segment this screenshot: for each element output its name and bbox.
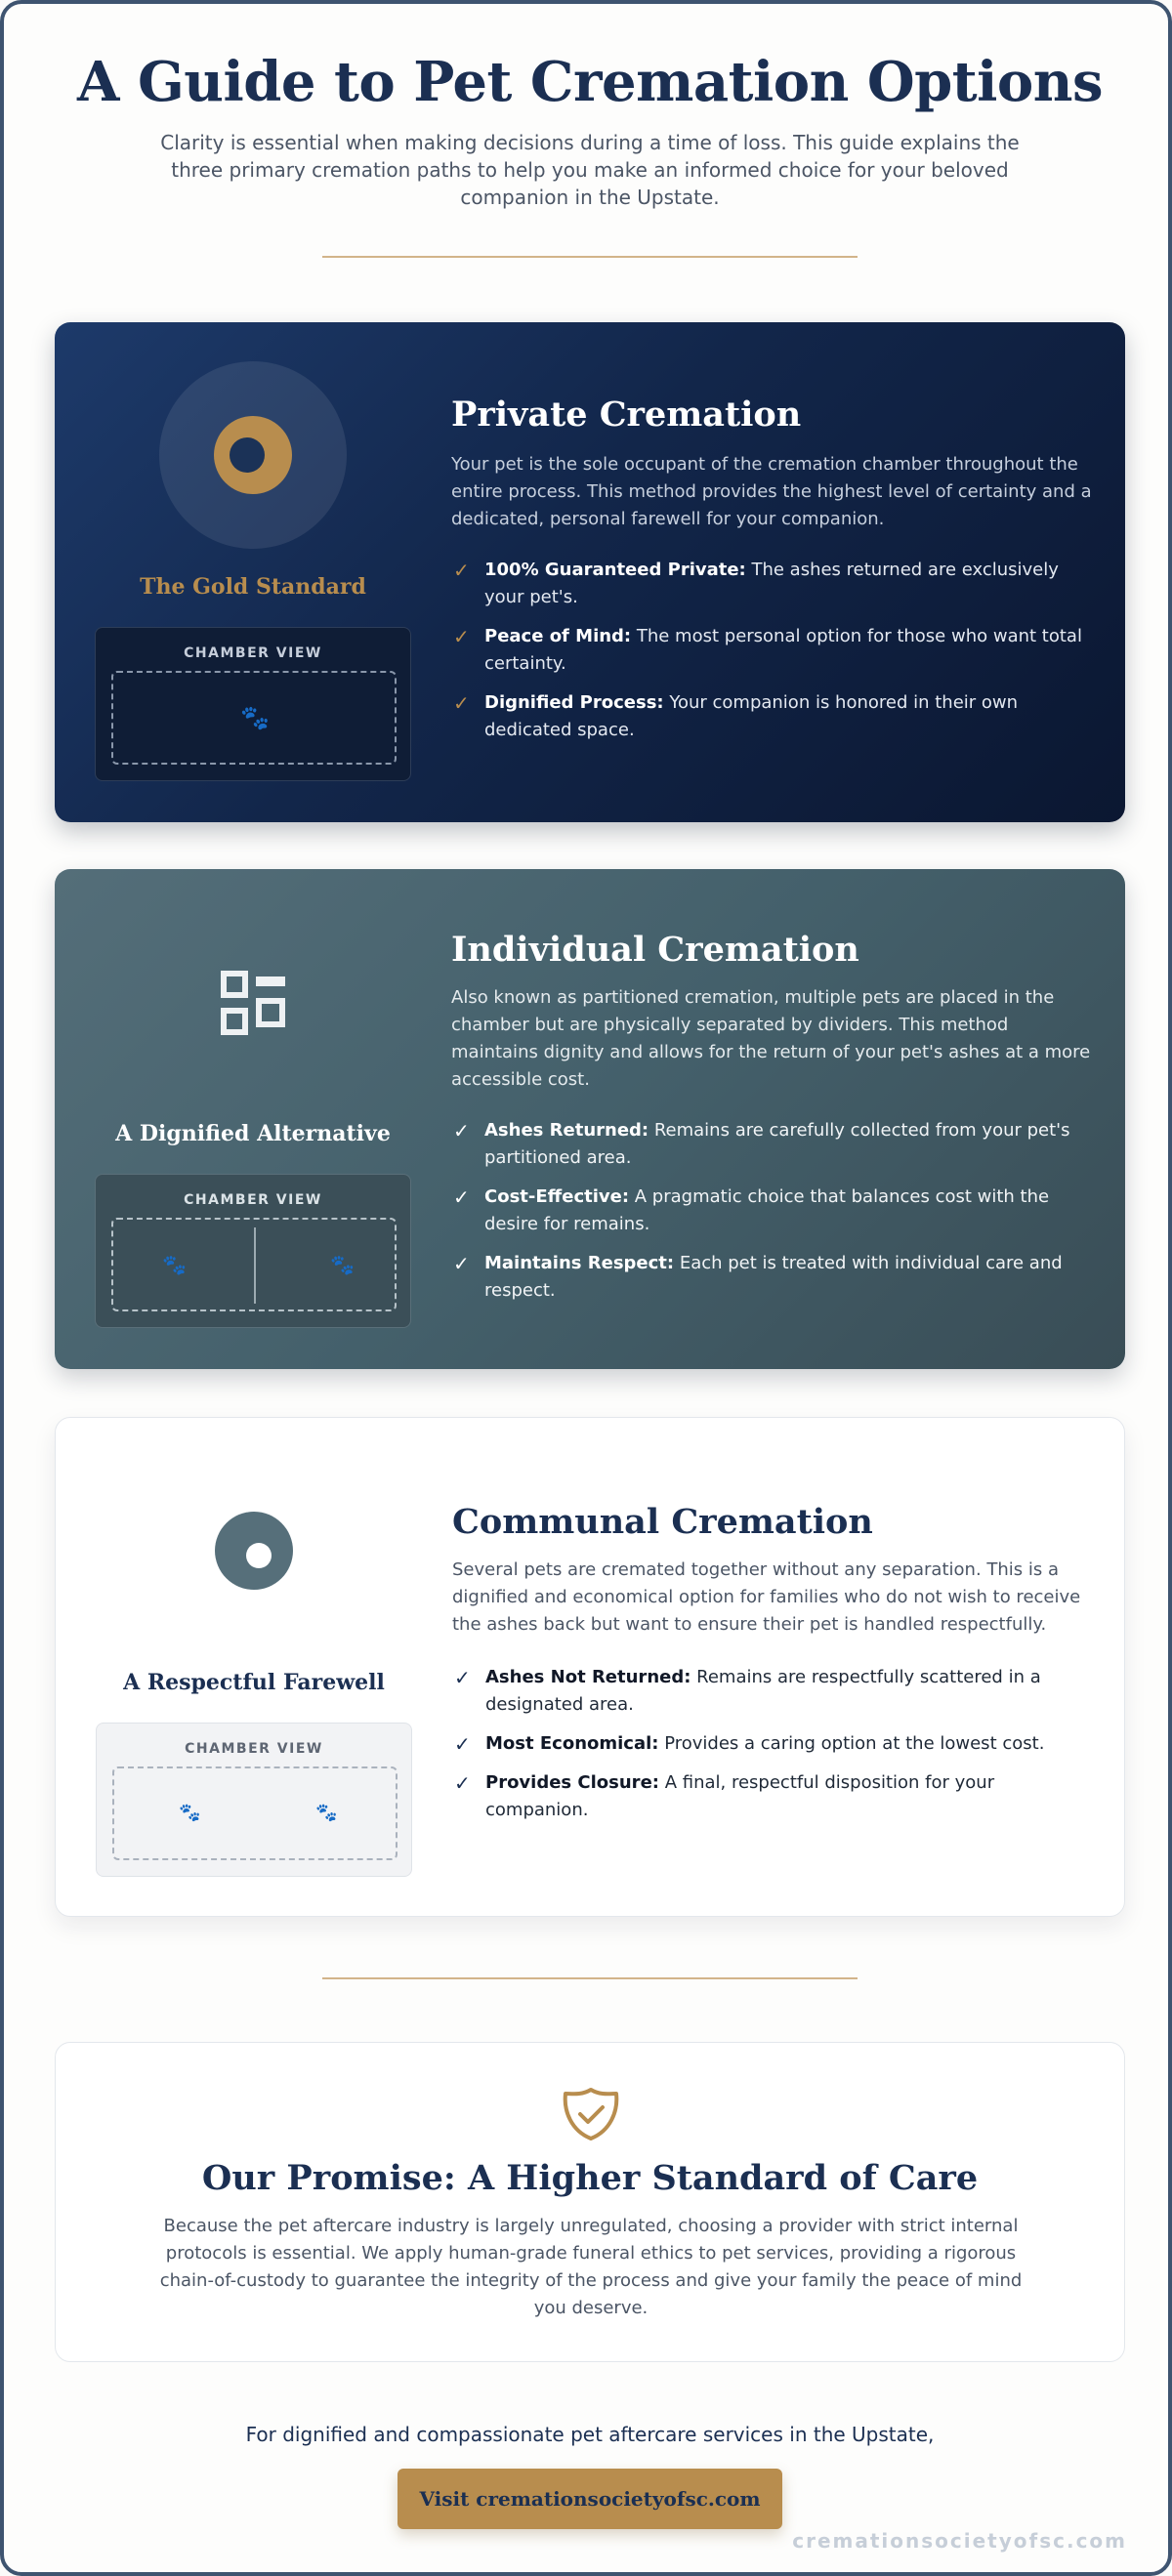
check-icon: ✓ (453, 1119, 470, 1143)
feature-item: ✓ Ashes Returned: Remains are carefully collected from your pet's partitioned area. (453, 1119, 1070, 1168)
chamber-view (95, 627, 411, 781)
check-icon: ✓ (453, 691, 470, 715)
card-visual (56, 1418, 452, 1916)
cta-text: For dignified and compassionate pet aftercare services in the Upstate, (245, 2423, 935, 2446)
check-icon: ✓ (454, 1732, 471, 1756)
promise-title: Our Promise: A Higher Standard of Care (201, 2158, 979, 2198)
partition-grid-icon (221, 971, 285, 1035)
feature-list (451, 1117, 1096, 1316)
feature-list (451, 557, 1096, 756)
section-divider (322, 1977, 858, 1979)
page-header (4, 43, 1172, 211)
section-divider (322, 256, 858, 258)
chamber-label: CHAMBER VIEW (185, 1741, 323, 1757)
card-content (451, 869, 1096, 1369)
card-visual (55, 322, 451, 822)
page-subtitle: Clarity is essential when making decisions during a time of loss. This guide explains the three primary cremation paths to help you make an informed choice for your beloved companion in the Upstate. (160, 131, 1020, 209)
communal-disc-icon (215, 1512, 293, 1590)
card-tagline: The Gold Standard (140, 574, 366, 600)
feature-item: ✓ Ashes Not Returned: Remains are respectfully scattered in a designated area. (454, 1666, 1041, 1715)
card-title: Communal Cremation (452, 1502, 873, 1542)
individual-cremation-card (55, 869, 1125, 1369)
chamber-label: CHAMBER VIEW (184, 645, 322, 661)
card-description: Your pet is the sole occupant of the cremation chamber throughout the entire process. This method provides the highest level of certainty and a dedicated, personal farewell for your companion. (451, 454, 1092, 529)
feature-item: ✓ Provides Closure: A final, respectful disposition for your companion. (454, 1771, 995, 1820)
chamber-label: CHAMBER VIEW (184, 1192, 322, 1208)
paw-icon: 🐾 (162, 1253, 187, 1276)
check-icon: ✓ (454, 1666, 471, 1689)
card-tagline: A Respectful Farewell (123, 1670, 385, 1695)
chamber-divider (254, 1227, 256, 1304)
paw-icon: 🐾 (179, 1803, 201, 1823)
paw-icon: 🐾 (315, 1803, 338, 1823)
chamber-view (96, 1723, 412, 1877)
paw-icon: 🐾 (330, 1253, 355, 1276)
chamber-box (111, 1218, 397, 1311)
shield-check-icon (560, 2086, 622, 2142)
feature-item: ✓ Peace of Mind: The most personal option for those who want total certainty. (453, 625, 1082, 674)
feature-item: ✓ Dignified Process: Your companion is honored in their own dedicated space. (453, 691, 1019, 740)
watermark: cremationsocietyofsc.com (792, 2529, 1127, 2553)
card-title: Private Cremation (451, 395, 802, 435)
feature-item: ✓ Maintains Respect: Each pet is treated with individual care and respect. (453, 1252, 1063, 1301)
card-visual (55, 869, 451, 1369)
chamber-box (112, 1766, 398, 1860)
ring-icon (159, 361, 347, 549)
card-content (452, 1418, 1097, 1916)
chamber-box (111, 671, 397, 765)
feature-list (452, 1664, 1097, 1836)
promise-section (55, 2042, 1125, 2362)
check-icon: ✓ (453, 625, 470, 648)
feature-item: ✓ Most Economical: Provides a caring option at the lowest cost. (454, 1732, 1045, 1756)
private-cremation-card (55, 322, 1125, 822)
feature-item: ✓ Cost-Effective: A pragmatic choice that balances cost with the desire for remains. (453, 1185, 1050, 1234)
visit-website-button[interactable]: Visit cremationsocietyofsc.com (398, 2469, 782, 2529)
paw-icon: 🐾 (240, 704, 270, 731)
check-icon: ✓ (453, 1185, 470, 1209)
communal-cremation-card (55, 1417, 1125, 1917)
card-content (451, 322, 1096, 822)
page-title: A Guide to Pet Cremation Options (77, 50, 1103, 114)
card-description: Also known as partitioned cremation, multiple pets are placed in the chamber but are physically separated by dividers. This method maintains dignity and allows for the return of your pet's ashes at a more accessible cost. (451, 987, 1091, 1090)
check-icon: ✓ (453, 559, 470, 582)
card-description: Several pets are cremated together without any separation. This is a dignified and economical option for families who do not wish to receive the ashes back but want to ensure their pet is handled respectfully. (452, 1559, 1081, 1635)
check-icon: ✓ (453, 1252, 470, 1275)
card-title: Individual Cremation (451, 930, 859, 970)
feature-item: ✓ 100% Guaranteed Private: The ashes returned are exclusively your pet's. (453, 559, 1059, 607)
check-icon: ✓ (454, 1771, 471, 1795)
card-tagline: A Dignified Alternative (115, 1121, 391, 1146)
promise-text: Because the pet aftercare industry is largely unregulated, choosing a provider with strict internal protocols is essential. We apply human-grade funeral ethics to pet services, providing a rigorous chain-of-custody to guarantee the integrity of the process and give your family the peace of mind you deserve. (159, 2216, 1023, 2318)
chamber-view (95, 1174, 411, 1328)
